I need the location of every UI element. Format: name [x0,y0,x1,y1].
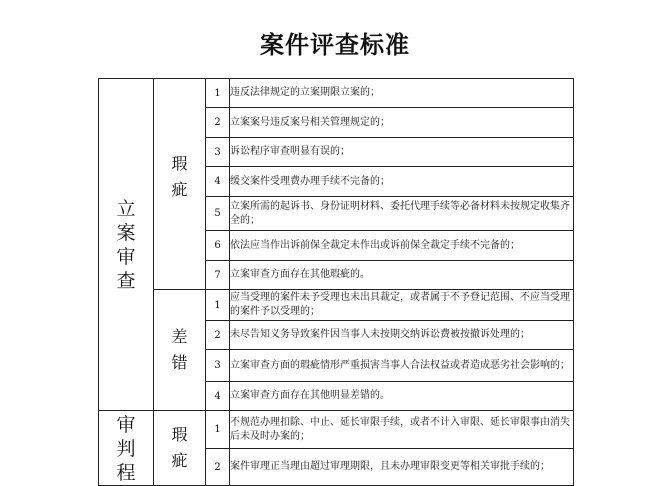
document-title: 案件评查标准 [260,31,410,59]
item-description: 未尽告知义务导致案件因当事人未按期交纳诉讼费被按撤诉处理的； [230,321,574,350]
item-description: 违反法律规定的立案期限立案的； [230,79,574,108]
subcategory-label: 瑕疵 [171,154,188,199]
category-cell [99,411,154,486]
item-description: 依法应当作出诉前保全裁定未作出或诉前保全裁定手续不完备的； [230,231,574,261]
subcategory-cell [154,290,206,411]
subcategory-label: 差错 [171,327,188,372]
item-number: 4 [206,167,230,197]
item-description: 案件审理正当理由超过审理期限，且未办理审限变更等相关审批手续的； [230,449,574,486]
item-description: 不规范办理扣除、中止、延长审限手续，或者不计入审限、延长审限事由消失后未及时办案的； [230,411,574,449]
item-description: 诉讼程序审查明显有误的； [230,138,574,167]
item-description: 应当受理的案件未予受理也未出具裁定，或者属于不予登记范围、不应当受理的案件予以受理的； [230,290,574,321]
category-label: 立案审查 [116,197,136,292]
item-number: 6 [206,231,230,261]
item-number: 3 [206,138,230,167]
item-description: 立案审查方面存在其他明显差错的。 [230,382,574,411]
item-description: 立案所需的起诉书、身份证明材料、委托代理手续等必备材料未按规定收集齐全的； [230,197,574,231]
item-description: 缓交案件受理费办理手续不完备的； [230,167,574,197]
item-number: 2 [206,321,230,350]
item-number: 1 [206,411,230,449]
subcategory-cell [154,79,206,290]
criteria-row [99,290,574,321]
item-number: 7 [206,261,230,290]
item-number: 4 [206,382,230,411]
category-cell [99,79,154,411]
item-number: 3 [206,350,230,382]
criteria-table [98,78,574,486]
criteria-row [99,411,574,449]
item-number: 2 [206,449,230,486]
item-number: 1 [206,290,230,321]
subcategory-cell [154,411,206,486]
item-number: 1 [206,79,230,108]
item-number: 5 [206,197,230,231]
item-description: 立案审查方面存在其他瑕疵的。 [230,261,574,290]
category-label: 审判程 [116,414,136,484]
item-number: 2 [206,108,230,138]
criteria-row [99,79,574,108]
item-description: 立案审查方面的瑕疵情形严重损害当事人合法权益或者造成恶劣社会影响的； [230,350,574,382]
item-description: 立案案号违反案号相关管理规定的； [230,108,574,138]
subcategory-label: 瑕疵 [171,425,188,470]
